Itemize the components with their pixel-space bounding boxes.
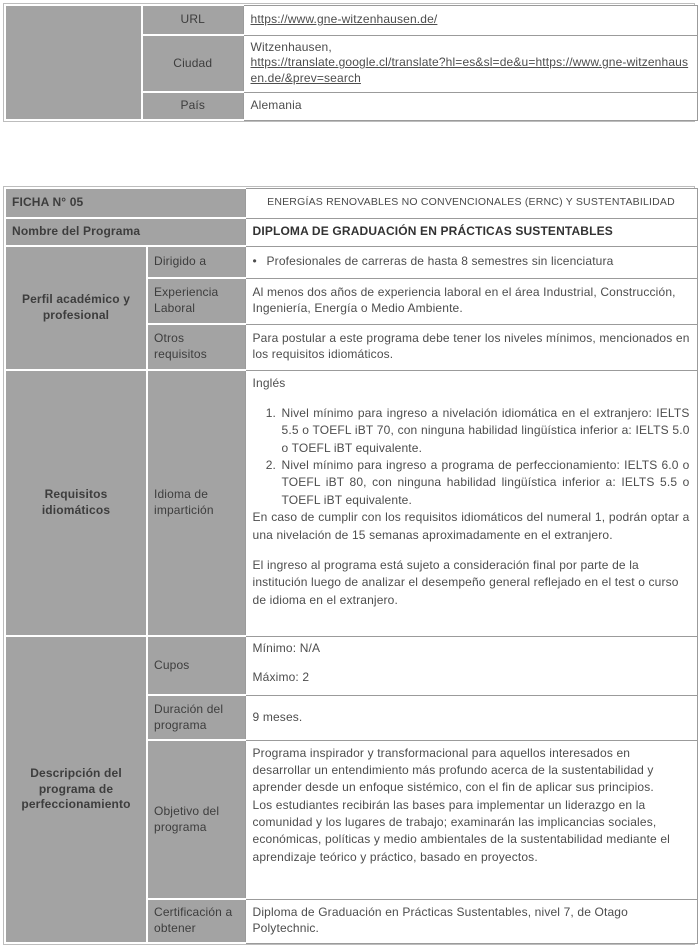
url-value-cell [243, 5, 697, 35]
value-objetivo [245, 740, 697, 899]
value-experiencia: Al menos dos años de experiencia laboral en el área Industrial, Construcción, Ingeniería, Energía o Medio Ambiente. [245, 278, 697, 324]
ficha-title-cell: ENERGÍAS RENOVABLES NO CONVENCIONALES (ERNC) Y SUSTENTABILIDAD [245, 188, 697, 218]
programa-label-cell: Nombre del Programa [5, 218, 245, 246]
info-empty-cell [5, 5, 142, 120]
ficha-number-cell: FICHA N° 05 [5, 188, 245, 218]
info-table [4, 4, 698, 121]
value-duracion: 9 meses. [245, 695, 697, 740]
translate-link[interactable]: https://translate.google.cl/translate?hl=es&sl=de&u=https://www.gne-witzenhausen.de/&prev=search [250, 55, 689, 86]
value-cupos [245, 636, 697, 695]
group-requisitos: Requisitos idiomáticos [5, 370, 147, 636]
label-duracion: Duración del programa [147, 695, 245, 740]
objetivo-para-2: Los estudiantes recibirán las bases para implementar un liderazgo en la comunidad y los lugares de trabajo; examinarán las implicancias sociales, económicas, políticas y medio ambientales de la sustentabilidad mediante el aprendizaje teórico y práctico, basado en proyectos. [252, 797, 670, 864]
value-certificacion: Diploma de Graduación en Prácticas Sustentables, nivel 7, de Otago Polytechnic. [245, 899, 697, 943]
idioma-list-item: 1. Nivel mínimo para ingreso a nivelación idiomática en el extranjero: IELTS 5.5 o TOEFL iBT 70, con ninguna habilidad lingüística inferior a: IELTS 5.0 o TOEFL iBT equivalente. [280, 405, 690, 457]
idioma-intro: Inglés [252, 375, 286, 390]
idioma-para-2: El ingreso al programa está sujeto a consideración final por parte de la institución luego de analizar el desempeño general reflejado en el test o curso de idioma en el extranjero. [252, 558, 679, 607]
programa-value-cell: DIPLOMA DE GRADUACIÓN EN PRÁCTICAS SUSTENTABLES [245, 218, 697, 246]
label-experiencia: Experiencia Laboral [147, 278, 245, 324]
dirigido-text: Profesionales de carreras de hasta 8 semestres sin licenciatura [266, 254, 614, 269]
label-certificacion: Certificación a obtener [147, 899, 245, 943]
value-idioma [245, 370, 697, 636]
group-descripcion: Descripción del programa de perfeccionamiento [5, 636, 147, 943]
value-otros: Para postular a este programa debe tener los niveles mínimos, mencionados en los requisitos idiomáticos. [245, 324, 697, 370]
idioma-list-item: 2. Nivel mínimo para ingreso a programa de perfeccionamiento: IELTS 6.0 o TOEFL iBT 80, con ninguna habilidad lingüística inferior a: IELTS 5.5 o TOEFL iBT equivalente. [280, 457, 690, 509]
url-link[interactable]: https://www.gne-witzenhausen.de/ [250, 12, 438, 27]
idioma-list [253, 405, 690, 509]
info-label-url: URL [142, 5, 243, 35]
idioma-para-1: En caso de cumplir con los requisitos idiomáticos del numeral 1, podrán optar a una nivelación de 15 semanas aproximadamente en el extranjero. [252, 510, 690, 542]
ciudad-value-cell [243, 35, 697, 92]
ficha-table [4, 187, 698, 944]
label-idioma: Idioma de impartición [147, 370, 245, 636]
pais-value-cell: Alemania [243, 92, 697, 120]
table-gap [3, 122, 695, 186]
info-label-pais: País [142, 92, 243, 120]
ciudad-city-text: Witzenhausen, [250, 39, 332, 54]
ficha-table-wrap [3, 186, 695, 945]
cupos-min: Mínimo: N/A [252, 640, 321, 655]
label-otros: Otros requisitos [147, 324, 245, 370]
cupos-max: Máximo: 2 [252, 670, 310, 685]
objetivo-para-1: Programa inspirador y transformacional para aquellos interesados en desarrollar un entendimiento más profundo acerca de la sustentabilidad y aprender desde un enfoque sistémico, con el fin de aplicar sus principios. [252, 745, 654, 795]
label-cupos: Cupos [147, 636, 245, 695]
bullet-icon: • [252, 254, 257, 269]
info-table-wrap [3, 3, 695, 122]
label-dirigido: Dirigido a [147, 246, 245, 278]
value-dirigido [245, 246, 697, 278]
group-perfil: Perfil académico y profesional [5, 246, 147, 370]
label-objetivo: Objetivo del programa [147, 740, 245, 899]
info-label-ciudad: Ciudad [142, 35, 243, 92]
